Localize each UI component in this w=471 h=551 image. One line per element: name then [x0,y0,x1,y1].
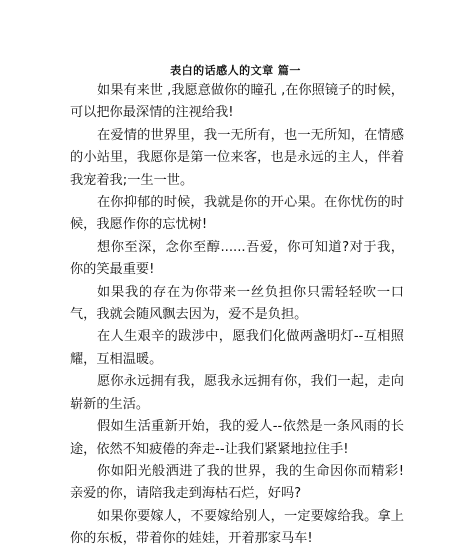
document-title: 表白的话感人的文章 篇一 [170,64,301,77]
paragraph: 在人生艰辛的跋涉中，愿我们化做两盏明灯--互相照耀，互相温暖。 [70,329,404,367]
paragraph: 在爱情的世界里，我一无所有，也一无所知，在情感的小站里，我愿你是第一位来客，也是永远的主人，伴着我宠着我;一生一世。 [70,127,404,188]
paragraph: 在你抑郁的时候，我就是你的开心果。在你忧伤的时候，我愿作你的忘忧树! [70,195,404,233]
paragraph: 假如生活重新开始，我的爱人--依然是一条风雨的长途，依然不知疲倦的奔走--让我们紧紧地拉住手! [70,419,404,457]
paragraph: 如果有来世 ,我愿意做你的瞳孔 ,在你照镜子的时候，可以把你最深情的注视给我! [70,83,404,121]
paragraph: 如果你要嫁人，不要嫁给别人，一定要嫁给我。拿上你的东板，带着你的娃娃，开着那家马车! [70,508,404,547]
document-body [70,80,404,551]
paragraph: 想你至深，念你至醇......吾爱，你可知道?对于我，你的笑最重要! [70,239,404,278]
paragraph: 你如阳光般洒进了我的世界，我的生命因你而精彩!亲爱的你，请陪我走到海枯石烂，好吗? [70,463,404,502]
paragraph: 愿你永远拥有我，愿我永远拥有你，我们一起，走向崭新的生活。 [70,374,404,412]
paragraph: 如果我的存在为你带来一丝负担你只需轻轻吹一口气，我就会随风飘去因为，爱不是负担。 [70,284,404,323]
